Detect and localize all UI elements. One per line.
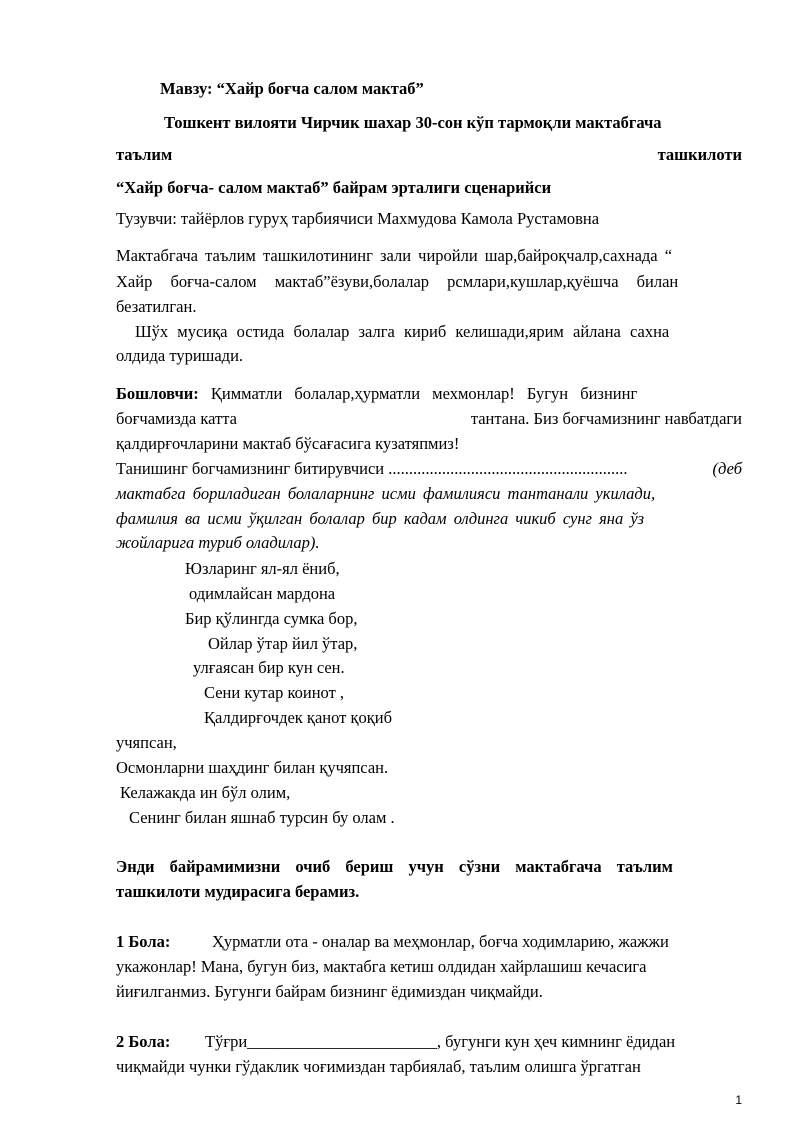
host-line-2-right: тантана. Биз боғчамизнинг навбатдаги xyxy=(470,409,742,428)
host-line-1 xyxy=(116,382,742,406)
child2-line-2: чиқмайди чунки гўдаклик чоғимиздан тарбиялаб, таълим олишга ўргатган xyxy=(116,1057,641,1076)
header-line-2-left: таълим xyxy=(116,145,173,164)
header-line-1 xyxy=(164,111,742,135)
child2-line-1-text: Тўғри_______________________, бугунги кун ҳеч кимнинг ёдидан xyxy=(205,1032,676,1051)
announce-line-1: Энди байрамимизни очиб бериш учун сўзни мактабгача таълим xyxy=(116,857,673,876)
topic-heading: Мавзу: “Хайр боғча салом мактаб” xyxy=(160,79,424,98)
poem-line-5: улғаясан бир кун сен. xyxy=(193,658,345,677)
poem-line-7: Қалдирғочдек қанот қоқиб xyxy=(204,708,392,727)
child1-label: 1 Бола: xyxy=(116,932,171,951)
header-line-1-text: Тошкент вилояти Чирчик шахар 30-сон кўп тармоқли мактабгача xyxy=(164,113,662,132)
document-title: “Хайр боғча- салом мактаб” байрам эрталиги сценарийси xyxy=(116,178,552,197)
poem-line-9: Осмонларни шаҳдинг билан қучяпсан. xyxy=(116,758,389,777)
child1-line-3: йиғилганмиз. Бугунги байрам бизнинг ёдимиздан чиқмайди. xyxy=(116,982,543,1001)
host-line-1-text: Қимматли болалар,ҳурматли мехмонлар! Бугун бизнинг xyxy=(210,384,638,403)
intro-line-1: Мактабгача таълим ташкилотининг зали чиройли шар,байроқчалр,сахнада “ xyxy=(116,246,673,265)
intro-line-3: безатилган. xyxy=(116,297,197,316)
poem-line-4: Ойлар ўтар йил ўтар, xyxy=(208,634,358,653)
host-line-2 xyxy=(116,407,742,431)
header-line-2-right: ташкилоти xyxy=(657,145,742,164)
host-line-5: мактабга бориладиган болаларнинг исми фамилияси тантанали укилади, xyxy=(116,484,656,503)
intro-line-4: Шўх мусиқа остида болалар залга кириб келишади,ярим айлана сахна xyxy=(135,322,670,341)
intro-line-5: олдида туришади. xyxy=(116,346,244,365)
child1-line-1 xyxy=(116,930,742,954)
host-line-3: қалдирғочларини мактаб бўсағасига кузатяпмиз! xyxy=(116,434,460,453)
child2-line-1 xyxy=(116,1030,742,1054)
child2-label: 2 Бола: xyxy=(116,1032,171,1051)
intro-line-2: Хайр боғча-салом мактаб”ёзуви,болалар рсмлари,кушлар,қуёшча билан xyxy=(116,272,679,291)
poem-line-11: Сенинг билан яшнаб турсин бу олам . xyxy=(129,808,395,827)
host-line-2-left: боғчамизда катта xyxy=(116,409,237,428)
poem-line-3: Бир қўлингда сумка бор, xyxy=(185,609,358,628)
poem-line-10: Келажакда ин бўл олим, xyxy=(120,783,291,802)
host-line-4 xyxy=(116,457,742,481)
header-line-2 xyxy=(116,143,742,167)
announce-line-2: ташкилоти мудирасига берамиз. xyxy=(116,882,360,901)
host-line-7: жойларига туриб оладилар). xyxy=(116,533,320,552)
poem-line-8: учяпсан, xyxy=(116,733,177,752)
host-label: Бошловчи: xyxy=(116,384,199,403)
child1-line-1-text: Ҳурматли ота - оналар ва меҳмонлар, боғча ходимларию, жажжи xyxy=(212,932,669,951)
child1-line-2: укажонлар! Мана, бугун биз, мактабга кетиш олдидан хайрлашиш кечасига xyxy=(116,957,647,976)
author-line: Тузувчи: тайёрлов гуруҳ тарбиячиси Махмудова Камола Рустамовна xyxy=(116,209,600,228)
host-line-4-italic: (деб xyxy=(712,459,742,478)
poem-line-2: одимлайсан мардона xyxy=(189,584,336,603)
poem-line-1: Юзларинг ял-ял ёниб, xyxy=(185,559,340,578)
host-line-4-text: Танишинг богчамизнинг битирувчиси .......................................................... xyxy=(116,459,628,478)
poem-line-6: Сени кутар коинот , xyxy=(204,683,345,702)
page-number: 1 xyxy=(735,1093,742,1107)
host-line-6: фамилия ва исми ўқилган болалар бир кадам олдинга чикиб сунг яна ўз xyxy=(116,509,645,528)
